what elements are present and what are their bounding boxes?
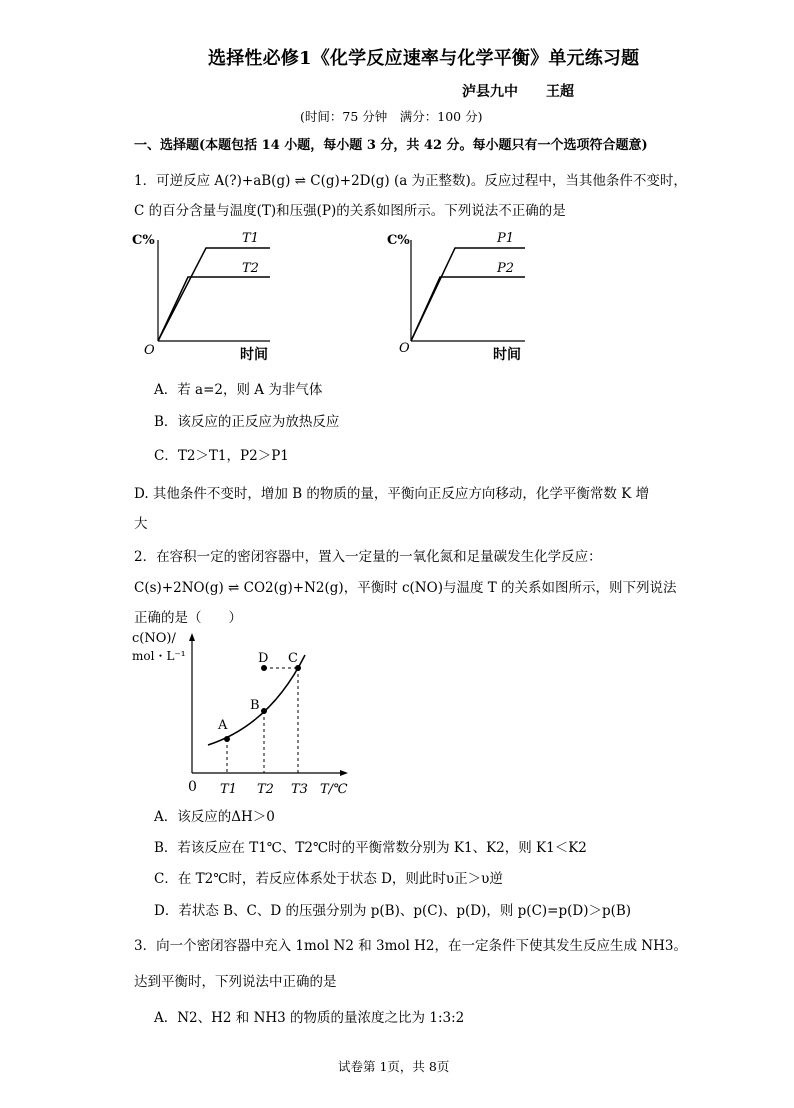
q2-label-c: C bbox=[288, 651, 298, 666]
q2-graph-y-arrow bbox=[189, 633, 195, 641]
q1-stem-line2: C 的百分含量与温度(T)和压强(P)的关系如图所示。下列说法不正确的是 bbox=[134, 203, 566, 219]
q2-point-b bbox=[261, 708, 267, 714]
q3-stem-line2: 达到平衡时，下列说法中正确的是 bbox=[134, 974, 337, 990]
q1-graph2-label-lower: P2 bbox=[497, 261, 515, 276]
q2-option-a: A．该反应的ΔH＞0 bbox=[154, 809, 275, 825]
q1-option-b: B．该反应的正反应为放热反应 bbox=[154, 414, 340, 430]
q1-graph1-origin: O bbox=[144, 343, 155, 358]
q2-option-b: B．若该反应在 T1℃、T2℃时的平衡常数分别为 K1、K2，则 K1＜K2 bbox=[154, 840, 587, 856]
q1-graph1-xlabel: 时间 bbox=[240, 347, 268, 363]
exam-meta: (时间：75 分钟 满分：100 分) bbox=[300, 109, 483, 124]
q1-graph2-xlabel: 时间 bbox=[493, 347, 521, 363]
q1-graph1-label-lower: T2 bbox=[242, 261, 259, 276]
q2-tick-t1: T1 bbox=[220, 782, 237, 797]
q2-graph-ylabel-line2: mol・L⁻¹ bbox=[132, 649, 186, 663]
q1-graph1-label-upper: T1 bbox=[242, 231, 259, 246]
q2-graph-xlabel: T/℃ bbox=[320, 782, 348, 797]
q1-graph-temperature bbox=[130, 220, 290, 370]
q2-option-c: C．在 T2℃时，若反应体系处于状态 D，则此时υ正＞υ逆 bbox=[154, 871, 503, 887]
q1-graph1-ylabel: C% bbox=[132, 233, 155, 248]
q1-option-d-line2: 大 bbox=[134, 516, 148, 532]
q2-graph-origin: 0 bbox=[188, 779, 197, 795]
q2-graph-x-arrow bbox=[340, 770, 348, 776]
q2-label-d: D bbox=[258, 651, 269, 666]
q2-stem-line2: C(s)+2NO(g) ⇌ CO2(g)+N2(g)，平衡时 c(NO)与温度 T 的关系如图所示，则下列说法 bbox=[134, 580, 677, 596]
q2-graph-ylabel-line1: c(NO)/ bbox=[132, 631, 176, 646]
q1-option-d-line1: D. 其他条件不变时，增加 B 的物质的量，平衡向正反应方向移动，化学平衡常数 K 增 bbox=[134, 486, 650, 502]
q1-graph2-origin: O bbox=[399, 341, 410, 356]
q1-stem-line1: 1．可逆反应 A(?)+aB(g) ⇌ C(g)+2D(g) (a 为正整数)。反应过程中，当其他条件不变时， bbox=[134, 173, 687, 189]
q2-point-a bbox=[224, 736, 230, 742]
q1-graph2-ylabel: C% bbox=[387, 233, 410, 248]
page-footer: 试卷第 1页，共 8页 bbox=[338, 1059, 450, 1074]
page-title: 选择性必修1《化学反应速率与化学平衡》单元练习题 bbox=[208, 48, 640, 69]
q2-label-a: A bbox=[218, 718, 228, 733]
q2-label-b: B bbox=[250, 698, 260, 713]
q2-option-d: D．若状态 B、C、D 的压强分别为 p(B)、p(C)、p(D)，则 p(C)=p(D)＞p(B) bbox=[154, 903, 632, 919]
section-heading: 一、选择题(本题包括 14 小题，每小题 3 分，共 42 分。每小题只有一个选项符合题意) bbox=[134, 138, 648, 153]
q2-tick-t3: T3 bbox=[291, 782, 308, 797]
q2-stem-line3: 正确的是（ ） bbox=[134, 610, 242, 626]
q1-graph-pressure bbox=[385, 220, 545, 370]
q1-option-a: A．若 a=2，则 A 为非气体 bbox=[154, 382, 323, 398]
q3-stem-line1: 3．向一个密闭容器中充入 1mol N2 和 3mol H2，在一定条件下使其发生反应生成 NH3。 bbox=[134, 938, 687, 954]
q2-stem-line1: 2．在容积一定的密闭容器中，置入一定量的一氧化氮和足量碳发生化学反应： bbox=[134, 549, 602, 565]
q2-tick-t2: T2 bbox=[257, 782, 274, 797]
q3-option-a: A．N2、H2 和 NH3 的物质的量浓度之比为 1:3:2 bbox=[154, 1010, 465, 1026]
q1-graph2-label-upper: P1 bbox=[497, 231, 515, 246]
author: 泸县九中 王超 bbox=[462, 84, 574, 100]
q1-option-c: C．T2＞T1，P2＞P1 bbox=[154, 448, 289, 464]
q2-graph bbox=[130, 625, 360, 803]
q1-graph2-curve-lower bbox=[411, 277, 525, 341]
